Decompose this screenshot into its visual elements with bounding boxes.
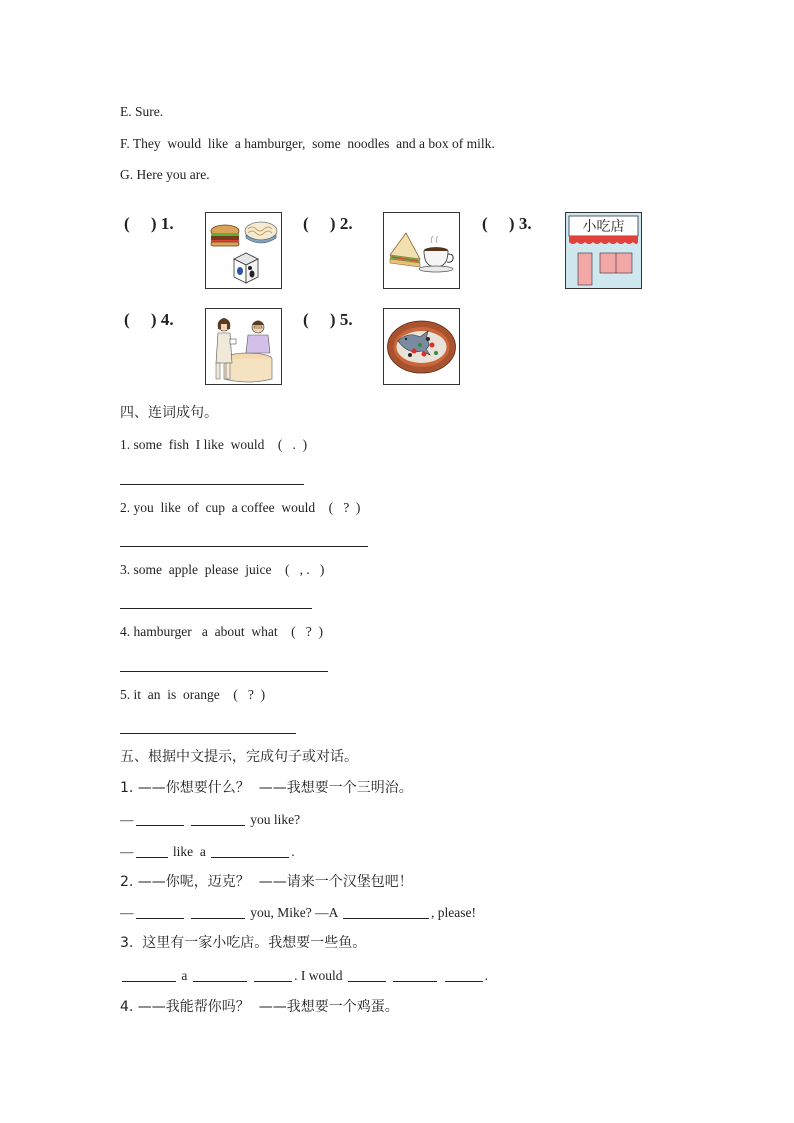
blank[interactable] [254, 981, 292, 982]
snack-bar-image [565, 212, 642, 289]
q3-prompt: 3. 这里有一家小吃店。我想要一些鱼。 [120, 935, 367, 951]
q4-prompt: 4. ——我能帮你吗？ ——我想要一个鸡蛋。 [120, 999, 399, 1015]
blank[interactable] [343, 918, 429, 919]
blank[interactable] [348, 981, 386, 982]
answer-line-2[interactable] [120, 546, 368, 547]
section-5-title: 五、根据中文提示，完成句子或对话。 [120, 749, 358, 765]
period: . [484, 968, 488, 983]
answer-line-3[interactable] [120, 608, 312, 609]
option-e: E. Sure. [120, 104, 164, 119]
q1-line-b: — like a . [120, 844, 295, 859]
waiter-customer-image [205, 308, 282, 385]
blank[interactable] [193, 981, 247, 982]
q3-a-text: a [181, 968, 188, 983]
item-3-label: ( ) 3. [482, 214, 532, 233]
answer-line-1[interactable] [120, 484, 304, 485]
q2-mid-text: you, Mike? —A [250, 905, 338, 920]
fish-dish-image [383, 308, 460, 385]
section-4-item-5: 5. it an is orange ( ? ) [120, 687, 266, 702]
blank[interactable] [136, 918, 184, 919]
item-1-label: ( ) 1. [124, 214, 174, 233]
section-4-title: 四、连词成句。 [120, 405, 218, 421]
section-4-item-1: 1. some fish I like would ( . ) [120, 437, 308, 452]
q3-b-text: . I would [294, 968, 343, 983]
q1-line-a: — you like? [120, 812, 301, 827]
section-4-item-3: 3. some apple please juice ( , . ) [120, 562, 325, 577]
blank[interactable] [191, 825, 245, 826]
snack-bar-sign-text: 小吃店 [582, 219, 625, 235]
section-4-item-4: 4. hamburger a about what ( ? ) [120, 624, 323, 639]
blank[interactable] [136, 857, 168, 858]
blank[interactable] [191, 918, 245, 919]
item-2-label: ( ) 2. [303, 214, 353, 233]
option-g: G. Here you are. [120, 167, 210, 182]
blank[interactable] [211, 857, 289, 858]
q2-prompt: 2. ——你呢，迈克？ ——请来一个汉堡包吧！ [120, 874, 413, 890]
q2-line: — you, Mike? —A , please! [120, 905, 476, 920]
blank[interactable] [136, 825, 184, 826]
item-5-label: ( ) 5. [303, 310, 353, 329]
answer-line-4[interactable] [120, 671, 328, 672]
item-4-label: ( ) 4. [124, 310, 174, 329]
q2-end-text: , please! [431, 905, 476, 920]
section-4-item-2: 2. you like of cup a coffee would ( ? ) [120, 500, 361, 515]
answer-line-5[interactable] [120, 733, 296, 734]
hamburger-noodles-milk-image [205, 212, 282, 289]
blank[interactable] [122, 981, 176, 982]
blank[interactable] [445, 981, 483, 982]
option-f: F. They would like a hamburger, some noodles and a box of milk. [120, 136, 495, 151]
blank[interactable] [393, 981, 437, 982]
q1-a-text: you like? [250, 812, 301, 827]
sandwich-coffee-image [383, 212, 460, 289]
q1-prompt: 1. ——你想要什么？ ——我想要一个三明治。 [120, 780, 413, 796]
q1-b-text: like a [172, 844, 206, 859]
period: . [291, 844, 295, 859]
q3-line [120, 967, 488, 985]
